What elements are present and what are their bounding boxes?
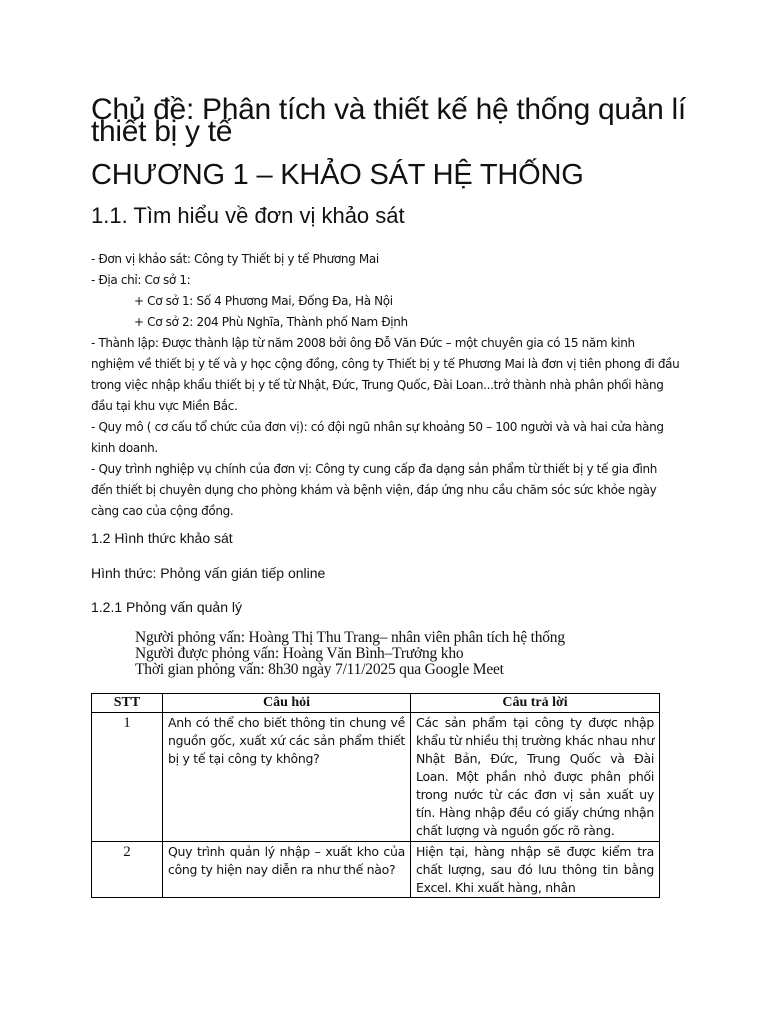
row-stt: 1 [92,713,163,842]
table-row [92,713,660,842]
address-paragraph: - Địa chỉ: Cơ sở 1: [91,273,191,287]
interviewee-line: Người được phỏng vấn: Hoàng Văn Bình–Trưởng kho [135,645,464,662]
row-question: Anh có thể cho biết thông tin chung về nguồn gốc, xuất xứ các sản phẩm thiết bị y tế tại công ty không? [163,713,411,842]
row-answer [411,842,660,898]
header-question: Câu hỏi [163,694,411,713]
table-header-row [92,694,660,713]
row-stt-text: 2 [123,844,131,860]
row-question [163,842,411,898]
section-1-2-heading: 1.2 Hình thức khảo sát [91,530,233,546]
header-stt: STT [92,694,163,713]
row-answer: Các sản phẩm tại công ty được nhập khẩu từ nhiều thị trường khác nhau như Nhật Bản, Đức, Trung Quốc và Đài Loan. Một phần nhỏ được phân phối trong nước từ các đơn vị sản xuất uy tín. Hàng nhập đều có giấy chứng nhận chất lượng và nguồn gốc rõ ràng. [411,713,660,842]
interview-time-line: Thời gian phỏng vấn: 8h30 ngày 7/11/2025 qua Google Meet [135,661,504,678]
document-title: Chủ đề: Phân tích và thiết kế hệ thống quản lí thiết bị y tế [91,93,686,148]
header-answer: Câu trả lời [411,694,660,713]
branch-2-paragraph: + Cơ sở 2: 204 Phù Nghĩa, Thành phố Nam Định [134,315,408,329]
unit-paragraph: - Đơn vị khảo sát: Công ty Thiết bị y tế Phương Mai [91,252,379,266]
survey-unit-details [91,249,681,522]
scale-paragraph: - Quy mô ( cơ cấu tổ chức của đơn vị): có đội ngũ nhân sự khoảng 50 – 100 người và và hai cửa hàng kinh doanh. [91,420,664,455]
interview-info [135,630,565,678]
branch-1-paragraph: + Cơ sở 1: Số 4 Phương Mai, Đống Đa, Hà Nội [134,294,393,308]
table-row [92,842,660,898]
interview-table [91,693,660,898]
row-answer-text: Hiện tại, hàng nhập sẽ được kiểm tra chất lượng, sau đó lưu thông tin bằng Excel. Khi xuất hàng, nhân [416,844,654,895]
section-1-2-1-heading: 1.2.1 Phỏng vấn quản lý [91,599,243,615]
survey-form-line: Hình thức: Phỏng vấn gián tiếp online [91,565,326,581]
row-question-text: Quy trình quản lý nhập – xuất kho của công ty hiện nay diễn ra như thế nào? [168,844,405,877]
process-paragraph: - Quy trình nghiệp vụ chính của đơn vị: Công ty cung cấp đa dạng sản phẩm từ thiết bị y tế gia đình đến thiết bị chuyên dụng cho phòng khám và bệnh viện, đáp ứng nhu cầu chăm sóc sức khỏe ngày càng cao của cộng đồng. [91,462,658,518]
row-stt [92,842,163,898]
founded-paragraph: - Thành lập: Được thành lập từ năm 2008 bởi ông Đỗ Văn Đức – một chuyên gia có 15 năm kinh nghiệm về thiết bị y tế và y học cộng đồng, công ty Thiết bị y tế Phương Mai là đơn vị tiên phong đi đầu trong việc nhập khẩu thiết bị y tế từ Nhật, Đức, Trung Quốc, Đài Loan...trở thành nhà phân phối hàng đầu tại khu vực Miền Bắc. [91,336,680,413]
chapter-heading: CHƯƠNG 1 – KHẢO SÁT HỆ THỐNG [91,159,584,191]
section-1-1-heading: 1.1. Tìm hiểu về đơn vị khảo sát [91,203,405,228]
interviewer-line: Người phỏng vấn: Hoàng Thị Thu Trang– nhân viên phân tích hệ thống [135,629,565,646]
